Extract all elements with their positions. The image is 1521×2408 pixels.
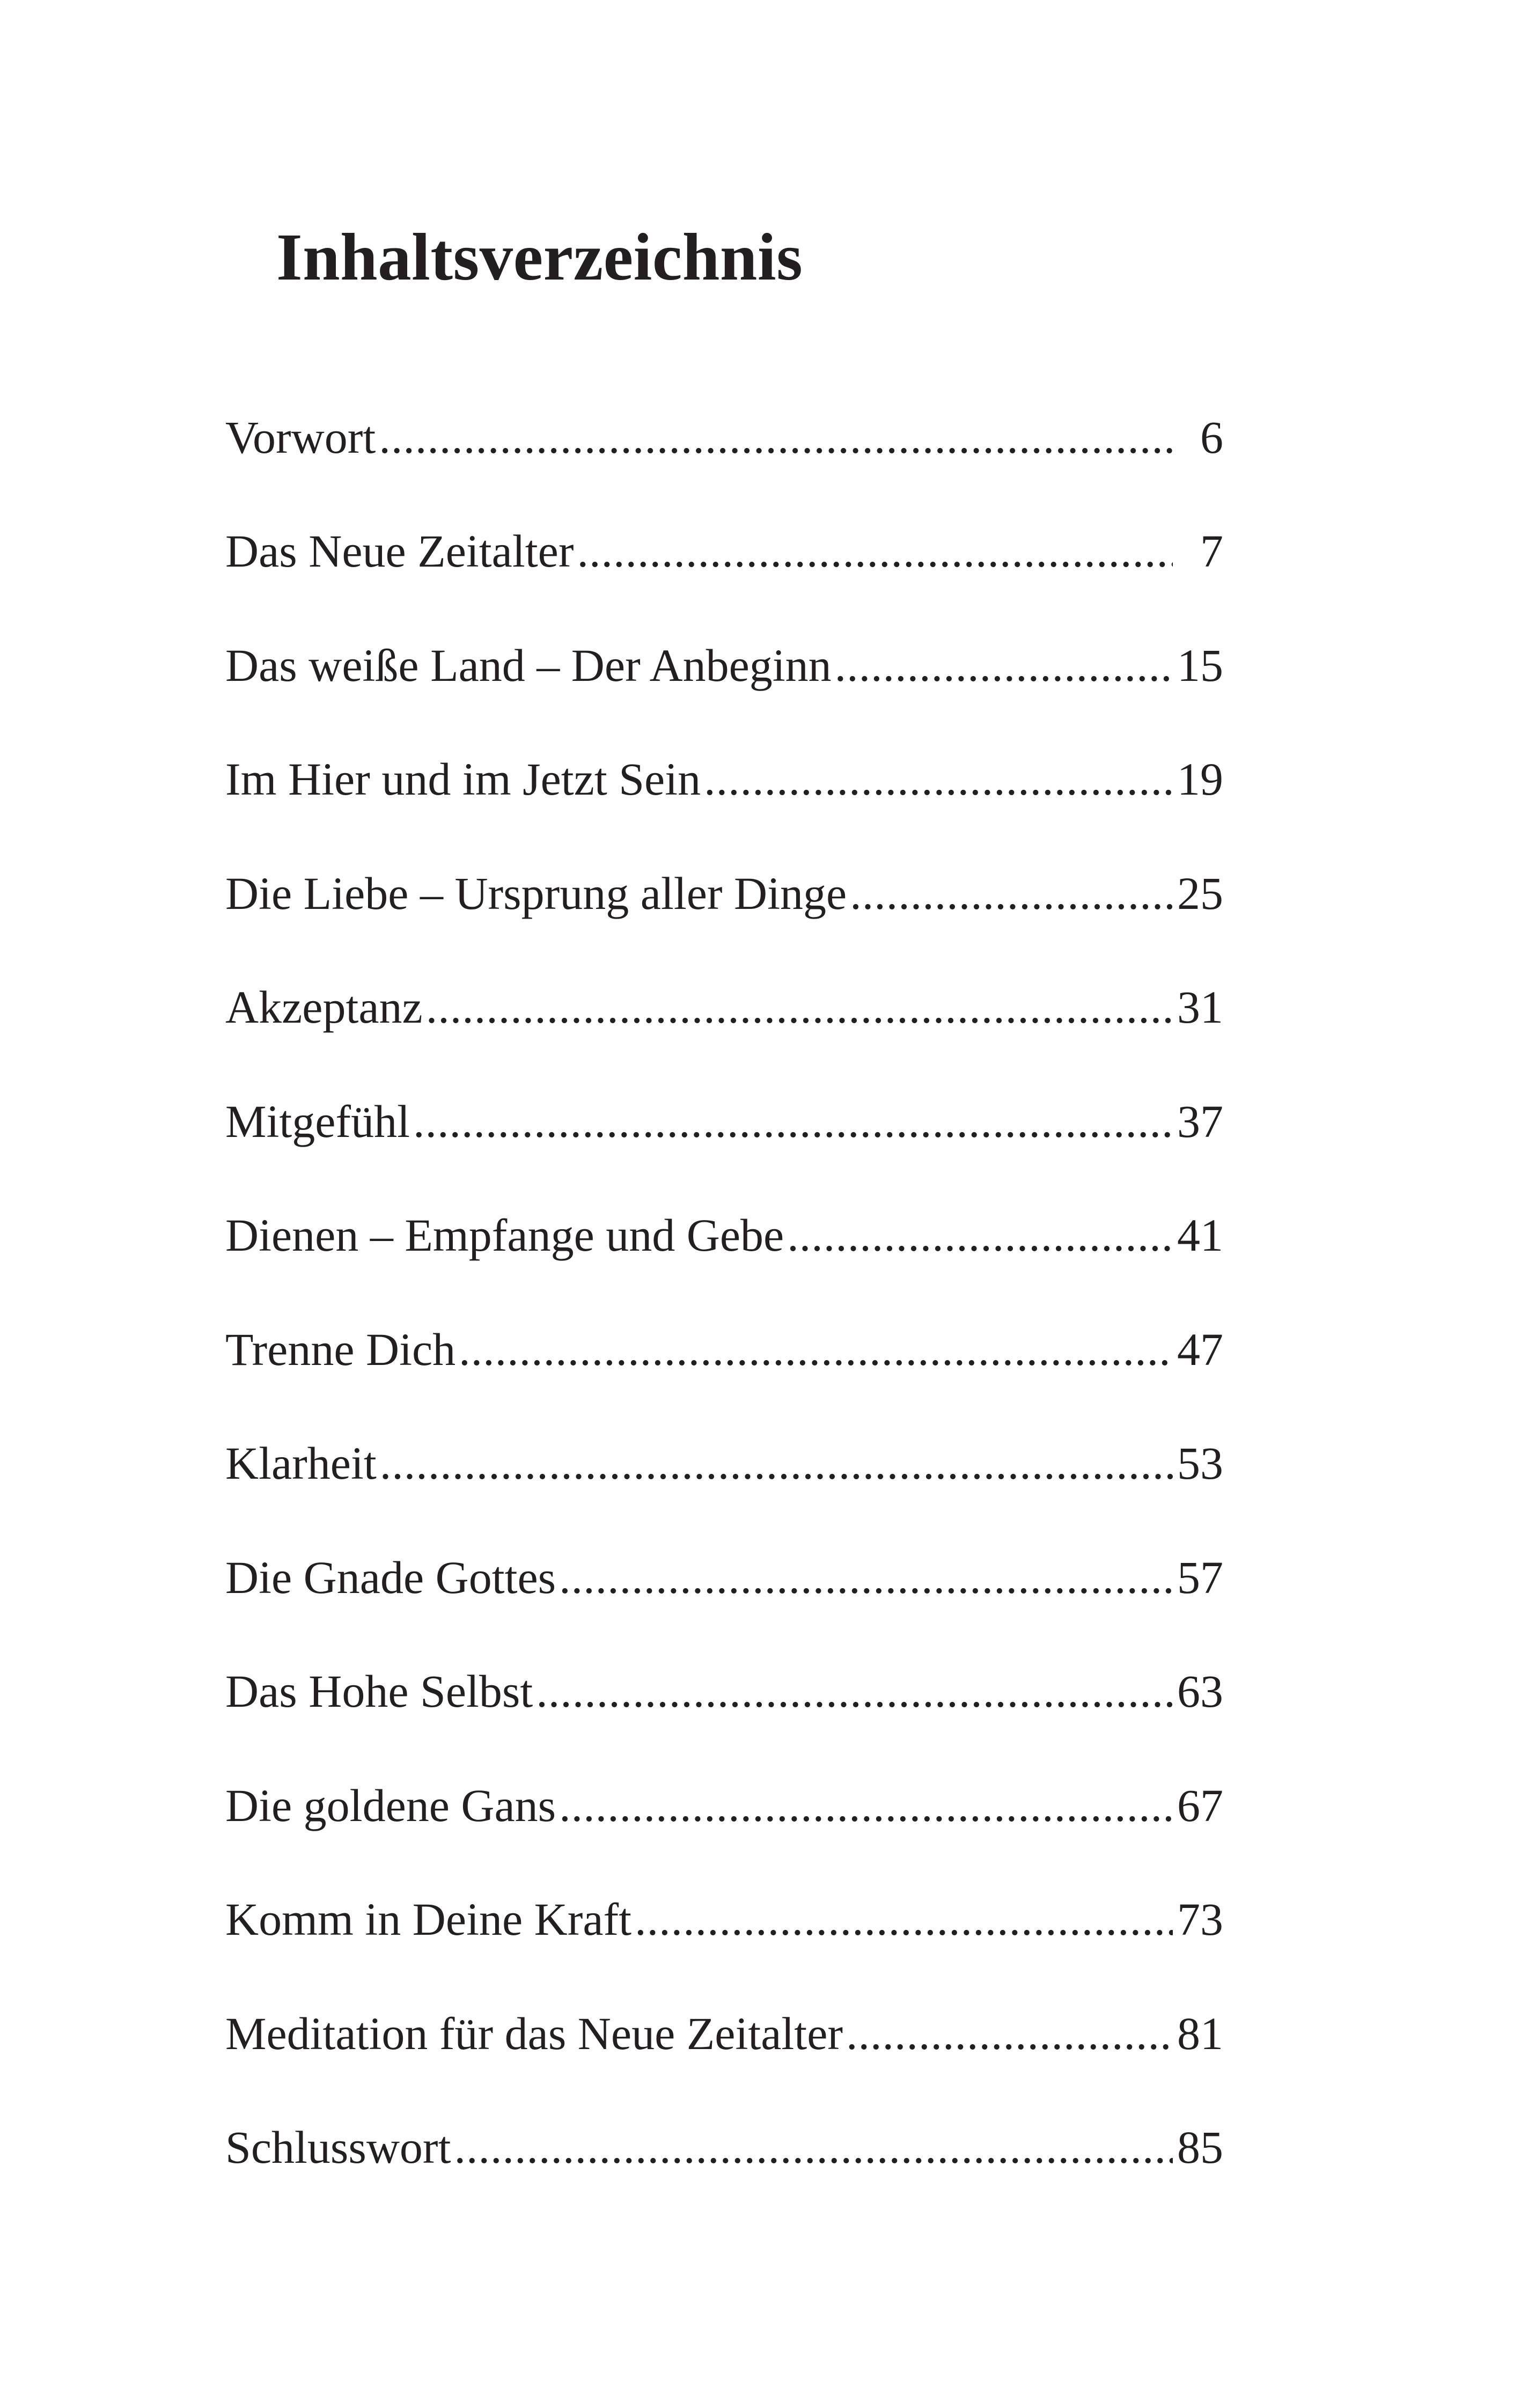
toc-entry-title: Das weiße Land – Der Anbeginn <box>225 640 832 691</box>
toc-entry-schlusswort[interactable] <box>225 2112 1223 2182</box>
toc-dot-leader <box>704 744 1173 814</box>
toc-entry-das-weisse-land[interactable] <box>225 630 1223 700</box>
toc-entry-klarheit[interactable] <box>225 1428 1223 1498</box>
toc-entry-dienen[interactable] <box>225 1200 1223 1270</box>
toc-entry-title: Im Hier und im Jetzt Sein <box>225 753 701 805</box>
toc-entry-page-number: 19 <box>1177 753 1223 805</box>
toc-entry-title: Schlusswort <box>225 2121 451 2173</box>
toc-entry-title: Mitgefühl <box>225 1096 410 1147</box>
toc-entry-title: Akzeptanz <box>225 981 423 1033</box>
page-title: Inhaltsverzeichnis <box>276 221 803 295</box>
toc-dot-leader <box>577 516 1173 586</box>
toc-entry-page-number: 63 <box>1177 1665 1223 1717</box>
toc-dot-leader <box>413 1086 1173 1156</box>
toc-dot-leader <box>850 858 1173 928</box>
toc-dot-leader <box>787 1200 1173 1270</box>
toc-dot-leader <box>835 630 1173 700</box>
toc-entry-page-number: 67 <box>1177 1780 1223 1831</box>
toc-dot-leader <box>559 1771 1173 1840</box>
toc-entry-trenne-dich[interactable] <box>225 1315 1223 1384</box>
toc-entry-title: Trenne Dich <box>225 1324 456 1375</box>
toc-entry-page-number: 73 <box>1177 1893 1223 1945</box>
toc-entry-die-gnade-gottes[interactable] <box>225 1543 1223 1612</box>
toc-dot-leader <box>380 1428 1173 1498</box>
toc-dot-leader <box>559 1543 1173 1612</box>
toc-entry-page-number: 15 <box>1177 640 1223 691</box>
toc-entry-title: Vorwort <box>225 412 376 463</box>
toc-entry-page-number: 7 <box>1200 525 1223 577</box>
toc-entry-das-hohe-selbst[interactable] <box>225 1656 1223 1726</box>
toc-entry-title: Das Neue Zeitalter <box>225 525 574 577</box>
toc-entry-page-number: 6 <box>1200 412 1223 463</box>
toc-entry-page-number: 25 <box>1177 868 1223 919</box>
toc-dot-leader <box>536 1656 1173 1726</box>
toc-dot-leader <box>379 402 1173 472</box>
toc-entry-page-number: 37 <box>1177 1096 1223 1147</box>
toc-list <box>225 0 1223 2408</box>
toc-entry-title: Das Hohe Selbst <box>225 1665 533 1717</box>
toc-entry-title: Die Liebe – Ursprung aller Dinge <box>225 868 847 919</box>
toc-entry-vorwort[interactable] <box>225 402 1223 472</box>
toc-entry-page-number: 81 <box>1177 2008 1223 2059</box>
toc-entry-title: Die Gnade Gottes <box>225 1552 556 1603</box>
toc-entry-title: Dienen – Empfange und Gebe <box>225 1209 784 1261</box>
toc-entry-die-liebe[interactable] <box>225 858 1223 928</box>
toc-dot-leader <box>846 1999 1173 2068</box>
toc-entry-title: Komm in Deine Kraft <box>225 1893 632 1945</box>
toc-entry-die-goldene-gans[interactable] <box>225 1771 1223 1840</box>
toc-entry-page-number: 57 <box>1177 1552 1223 1603</box>
toc-dot-leader <box>459 1315 1173 1384</box>
toc-entry-meditation[interactable] <box>225 1999 1223 2068</box>
toc-entry-das-neue-zeitalter[interactable] <box>225 516 1223 586</box>
toc-dot-leader <box>454 2112 1173 2182</box>
toc-entry-mitgefuehl[interactable] <box>225 1086 1223 1156</box>
toc-entry-page-number: 47 <box>1177 1324 1223 1375</box>
toc-entry-page-number: 31 <box>1177 981 1223 1033</box>
toc-entry-page-number: 53 <box>1177 1437 1223 1489</box>
toc-entry-im-hier-und-im-jetzt-sein[interactable] <box>225 744 1223 814</box>
toc-entry-page-number: 41 <box>1177 1209 1223 1261</box>
toc-entry-komm-in-deine-kraft[interactable] <box>225 1884 1223 1954</box>
toc-entry-title: Meditation für das Neue Zeitalter <box>225 2008 843 2059</box>
toc-dot-leader <box>635 1884 1173 1954</box>
toc-entry-title: Die goldene Gans <box>225 1780 556 1831</box>
toc-entry-akzeptanz[interactable] <box>225 972 1223 1042</box>
toc-dot-leader <box>426 972 1173 1042</box>
toc-entry-title: Klarheit <box>225 1437 377 1489</box>
toc-entry-page-number: 85 <box>1177 2121 1223 2173</box>
